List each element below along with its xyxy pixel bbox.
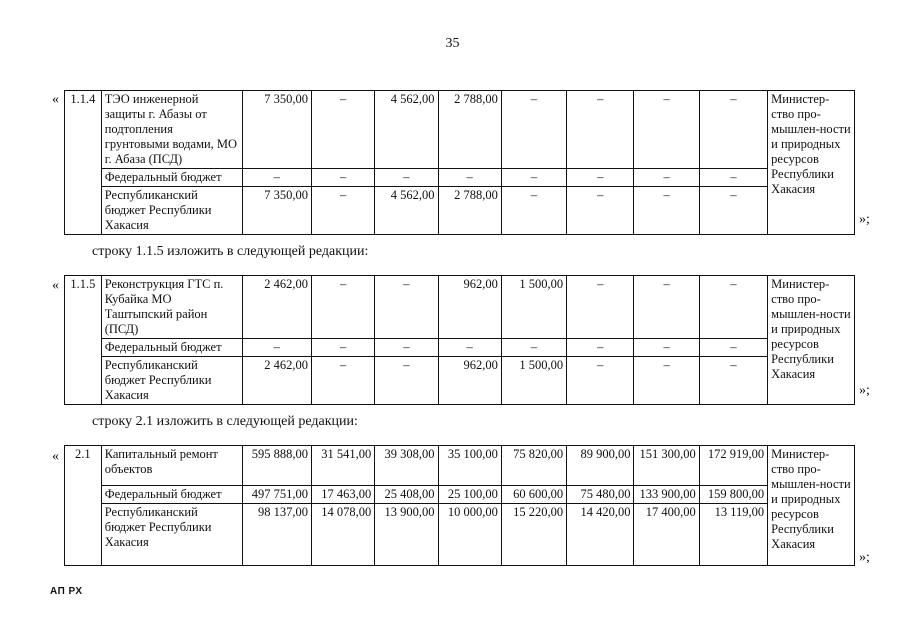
value-cell: 75 820,00: [501, 446, 566, 486]
value-cell: 14 078,00: [311, 504, 374, 566]
row-number: 1.1.5: [65, 276, 102, 405]
value-cell: –: [699, 276, 767, 339]
value-cell: –: [311, 169, 374, 187]
value-cell: –: [375, 339, 438, 357]
value-cell: 25 408,00: [375, 486, 438, 504]
value-cell: –: [699, 91, 767, 169]
value-cell: 60 600,00: [501, 486, 566, 504]
value-cell: 159 800,00: [699, 486, 767, 504]
row-name: Федеральный бюджет: [101, 486, 242, 504]
value-cell: 17 463,00: [311, 486, 374, 504]
value-cell: –: [567, 91, 634, 169]
value-cell: –: [311, 91, 374, 169]
row-name: Республиканский бюджет Республики Хакасия: [101, 187, 242, 235]
section-intro: строку 1.1.5 изложить в следующей редакции:: [92, 244, 369, 259]
value-cell: –: [699, 357, 767, 405]
value-cell: –: [567, 357, 634, 405]
value-cell: –: [634, 276, 699, 339]
value-cell: 4 562,00: [375, 187, 438, 235]
value-cell: –: [634, 91, 699, 169]
open-quote: «: [52, 278, 59, 293]
close-quote: »;: [859, 383, 870, 398]
value-cell: 1 500,00: [501, 357, 566, 405]
value-cell: –: [311, 357, 374, 405]
value-cell: –: [438, 339, 501, 357]
value-cell: –: [311, 187, 374, 235]
value-cell: 7 350,00: [242, 91, 311, 169]
value-cell: 962,00: [438, 276, 501, 339]
value-cell: –: [438, 169, 501, 187]
value-cell: 75 480,00: [567, 486, 634, 504]
open-quote: «: [52, 92, 59, 107]
value-cell: –: [501, 169, 566, 187]
responsible-ministry: Министер-ство про-мышлен-ности и природных ресурсов Республики Хакасия: [768, 91, 855, 235]
value-cell: 14 420,00: [567, 504, 634, 566]
row-name: Реконструкция ГТС п. Кубайка МО Таштыпский район (ПСД): [101, 276, 242, 339]
table-row-1-1-4: [64, 90, 855, 235]
value-cell: 151 300,00: [634, 446, 699, 486]
value-cell: 497 751,00: [242, 486, 311, 504]
value-cell: –: [699, 339, 767, 357]
responsible-ministry: Министер-ство про-мышлен-ности и природных ресурсов Республики Хакасия: [768, 276, 855, 405]
value-cell: 10 000,00: [438, 504, 501, 566]
value-cell: 13 119,00: [699, 504, 767, 566]
value-cell: –: [699, 169, 767, 187]
open-quote: «: [52, 449, 59, 464]
value-cell: 31 541,00: [311, 446, 374, 486]
row-name: Федеральный бюджет: [101, 339, 242, 357]
row-number: 2.1: [65, 446, 102, 566]
row-name: Федеральный бюджет: [101, 169, 242, 187]
value-cell: –: [375, 357, 438, 405]
footer-mark: АП РХ: [50, 586, 83, 597]
page-number: 35: [445, 36, 460, 51]
value-cell: –: [634, 357, 699, 405]
value-cell: 89 900,00: [567, 446, 634, 486]
value-cell: 133 900,00: [634, 486, 699, 504]
value-cell: –: [311, 339, 374, 357]
value-cell: 1 500,00: [501, 276, 566, 339]
value-cell: –: [634, 187, 699, 235]
value-cell: –: [699, 187, 767, 235]
value-cell: 4 562,00: [375, 91, 438, 169]
value-cell: 98 137,00: [242, 504, 311, 566]
row-name: Республиканский бюджет Республики Хакасия: [101, 357, 242, 405]
value-cell: –: [501, 91, 566, 169]
value-cell: –: [242, 169, 311, 187]
value-cell: 17 400,00: [634, 504, 699, 566]
row-name: Капитальный ремонт объектов: [101, 446, 242, 486]
value-cell: –: [375, 169, 438, 187]
value-cell: –: [375, 276, 438, 339]
value-cell: –: [567, 169, 634, 187]
value-cell: 962,00: [438, 357, 501, 405]
value-cell: –: [634, 169, 699, 187]
table-row-2-1: [64, 445, 855, 566]
value-cell: –: [501, 187, 566, 235]
value-cell: 2 788,00: [438, 187, 501, 235]
close-quote: »;: [859, 550, 870, 565]
value-cell: –: [567, 187, 634, 235]
value-cell: 2 462,00: [242, 276, 311, 339]
row-number: 1.1.4: [65, 91, 102, 235]
value-cell: 2 462,00: [242, 357, 311, 405]
value-cell: –: [311, 276, 374, 339]
value-cell: 35 100,00: [438, 446, 501, 486]
value-cell: 15 220,00: [501, 504, 566, 566]
value-cell: 595 888,00: [242, 446, 311, 486]
value-cell: –: [242, 339, 311, 357]
value-cell: 13 900,00: [375, 504, 438, 566]
value-cell: –: [567, 339, 634, 357]
row-name: Республиканский бюджет Республики Хакасия: [101, 504, 242, 566]
value-cell: 172 919,00: [699, 446, 767, 486]
value-cell: 25 100,00: [438, 486, 501, 504]
table-row-1-1-5: [64, 275, 855, 405]
close-quote: »;: [859, 212, 870, 227]
value-cell: –: [634, 339, 699, 357]
responsible-ministry: Министер-ство про-мышлен-ности и природных ресурсов Республики Хакасия: [768, 446, 855, 566]
value-cell: 7 350,00: [242, 187, 311, 235]
section-intro: строку 2.1 изложить в следующей редакции:: [92, 414, 358, 429]
value-cell: –: [501, 339, 566, 357]
row-name: ТЭО инженерной защиты г. Абазы от подтопления грунтовыми водами, МО г. Абаза (ПСД): [101, 91, 242, 169]
value-cell: 2 788,00: [438, 91, 501, 169]
value-cell: 39 308,00: [375, 446, 438, 486]
value-cell: –: [567, 276, 634, 339]
